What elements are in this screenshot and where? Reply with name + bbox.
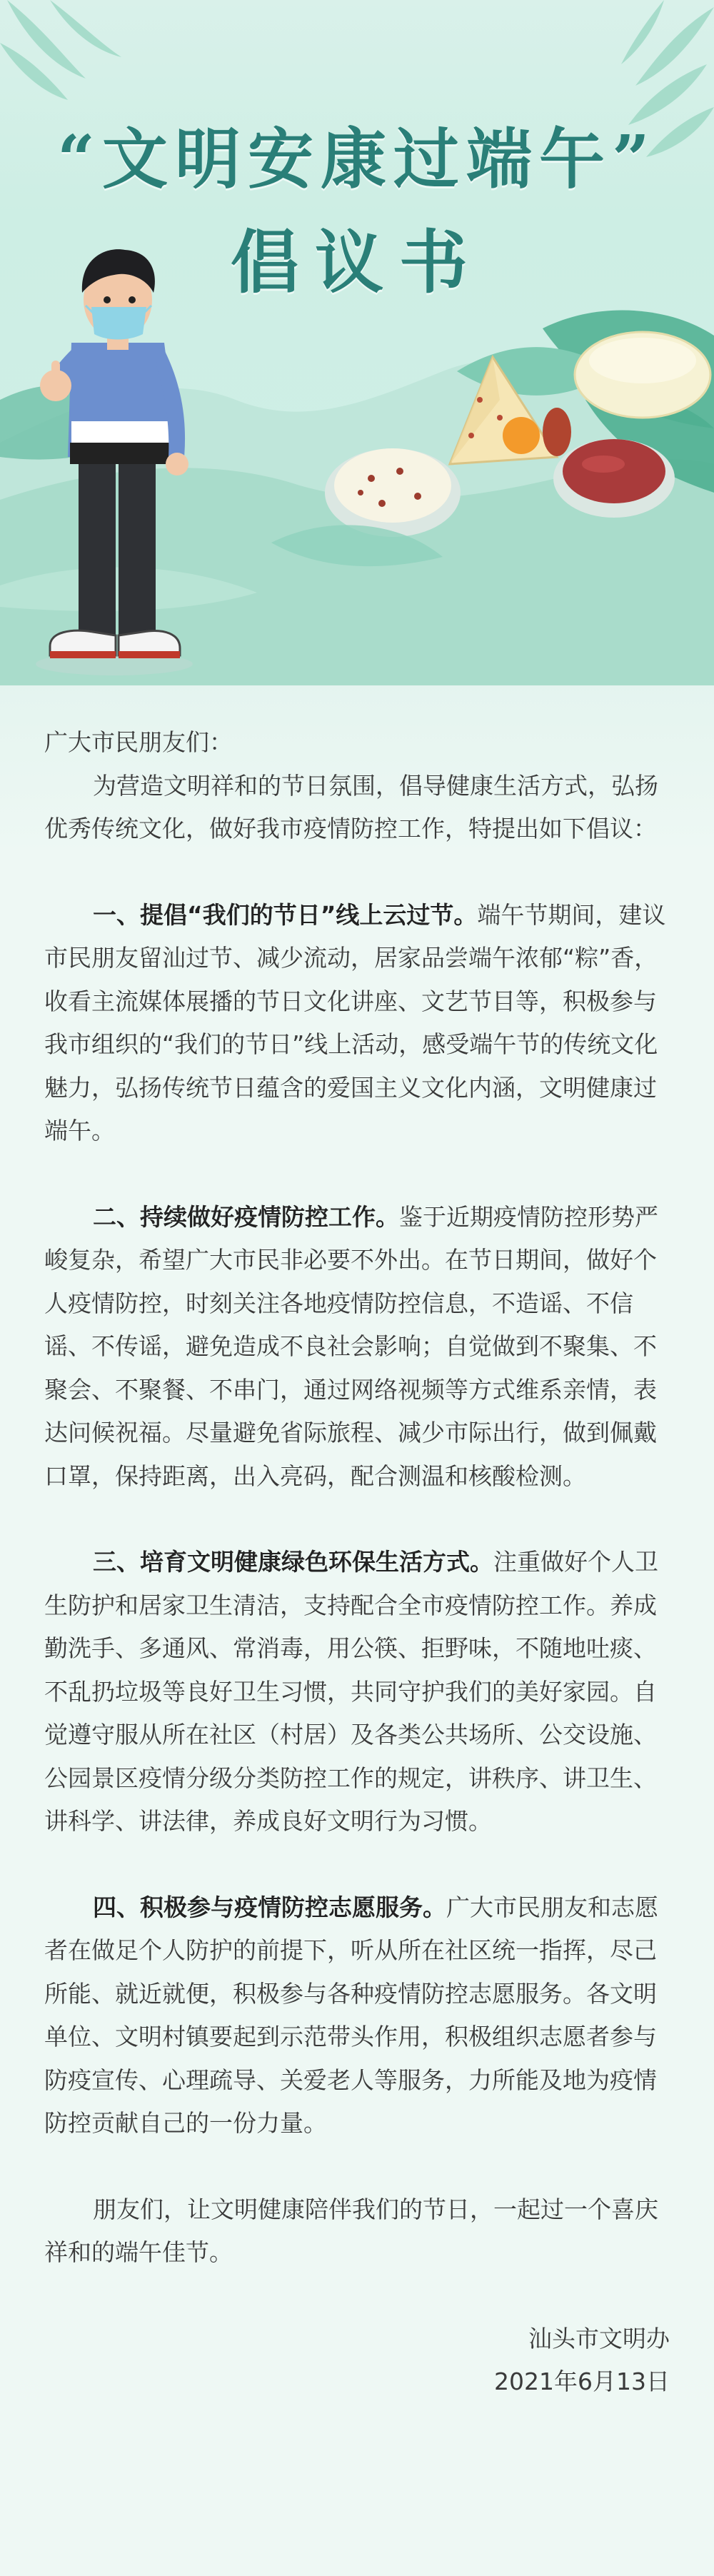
- letter-body: [44, 721, 670, 2404]
- date: 2021年6月13日: [494, 2368, 670, 2395]
- poster-title: “文明安康过端午”: [57, 121, 657, 198]
- initiative-heading: 二、持续做好疫情防控工作。: [93, 1202, 399, 1231]
- initiative-item-1: [44, 894, 670, 1153]
- header-illustration: [0, 0, 714, 685]
- initiative-text: 鉴于近期疫情防控形势严峻复杂，希望广大市民非必要不外出。在节日期间，做好个人疫情防控，时刻关注各地疫情防控信息，不造谣、不信谣、不传谣，避免造成不良社会影响；自觉做到不聚集、不聚会、不聚餐、不串门，通过网络视频等方式维系亲情，表达问候祝福。尽量避免省际旅程、减少市际出行，做到佩戴口罩，保持距离，出入亮码，配合测温和核酸检测。: [44, 1202, 658, 1490]
- initiative-item-3: [44, 1541, 670, 1843]
- rice-bowl-illustration: [325, 448, 461, 537]
- background-leaves-illustration: [0, 0, 714, 685]
- signature: 汕头市文明办: [528, 2324, 670, 2353]
- initiative-heading: 一、提倡“我们的节日”线上云过节。: [93, 900, 478, 929]
- initiative-item-2: [44, 1196, 670, 1499]
- initiative-heading: 四、积极参与疫情防控志愿服务。: [93, 1893, 446, 1921]
- initiative-heading: 三、培育文明健康绿色环保生活方式。: [93, 1548, 493, 1576]
- poster-subtitle: 倡议书: [231, 222, 483, 303]
- intro-paragraph: 为营造文明祥和的节日氛围，倡导健康生活方式，弘扬优秀传统文化，做好我市疫情防控工作，特提出如下倡议：: [44, 771, 658, 842]
- red-bean-bowl-illustration: [553, 439, 675, 518]
- initiative-text: 端午节期间，建议市民朋友留汕过节、减少流动，居家品尝端午浓郁“粽”香，收看主流媒体展播的节日文化讲座、文艺节目等，积极参与我市组织的“我们的节日”线上活动，感受端午节的传统文化魅力，弘扬传统节日蕴含的爱国主义文化内涵，文明健康过端午。: [44, 900, 666, 1144]
- initiative-item-4: [44, 1886, 670, 2145]
- initiative-text: 注重做好个人卫生防护和居家卫生清洁，支持配合全市疫情防控工作。养成勤洗手、多通风、常消毒，用公筷、拒野味，不随地吐痰、不乱扔垃圾等良好卫生习惯，共同守护我们的美好家园。自觉遵守服从所在社区（村居）及各类公共场所、公交设施、公园景区疫情分级分类防控工作的规定，讲秩序、讲卫生、讲科学、讲法律，养成良好文明行为习惯。: [44, 1548, 658, 1835]
- initiative-text: 广大市民朋友和志愿者在做足个人防护的前提下，听从所在社区统一指挥，尽己所能、就近就便，积极参与各种疫情防控志愿服务。各文明单位、文明村镇要起到示范带头作用，积极组织志愿者参与防疫宣传、心理疏导、关爱老人等服务，力所能及地为疫情防控贡献自己的一份力量。: [44, 1893, 658, 2137]
- closing-paragraph: 朋友们，让文明健康陪伴我们的节日，一起过一个喜庆祥和的端午佳节。: [44, 2195, 658, 2266]
- greeting: 广大市民朋友们：: [44, 728, 233, 756]
